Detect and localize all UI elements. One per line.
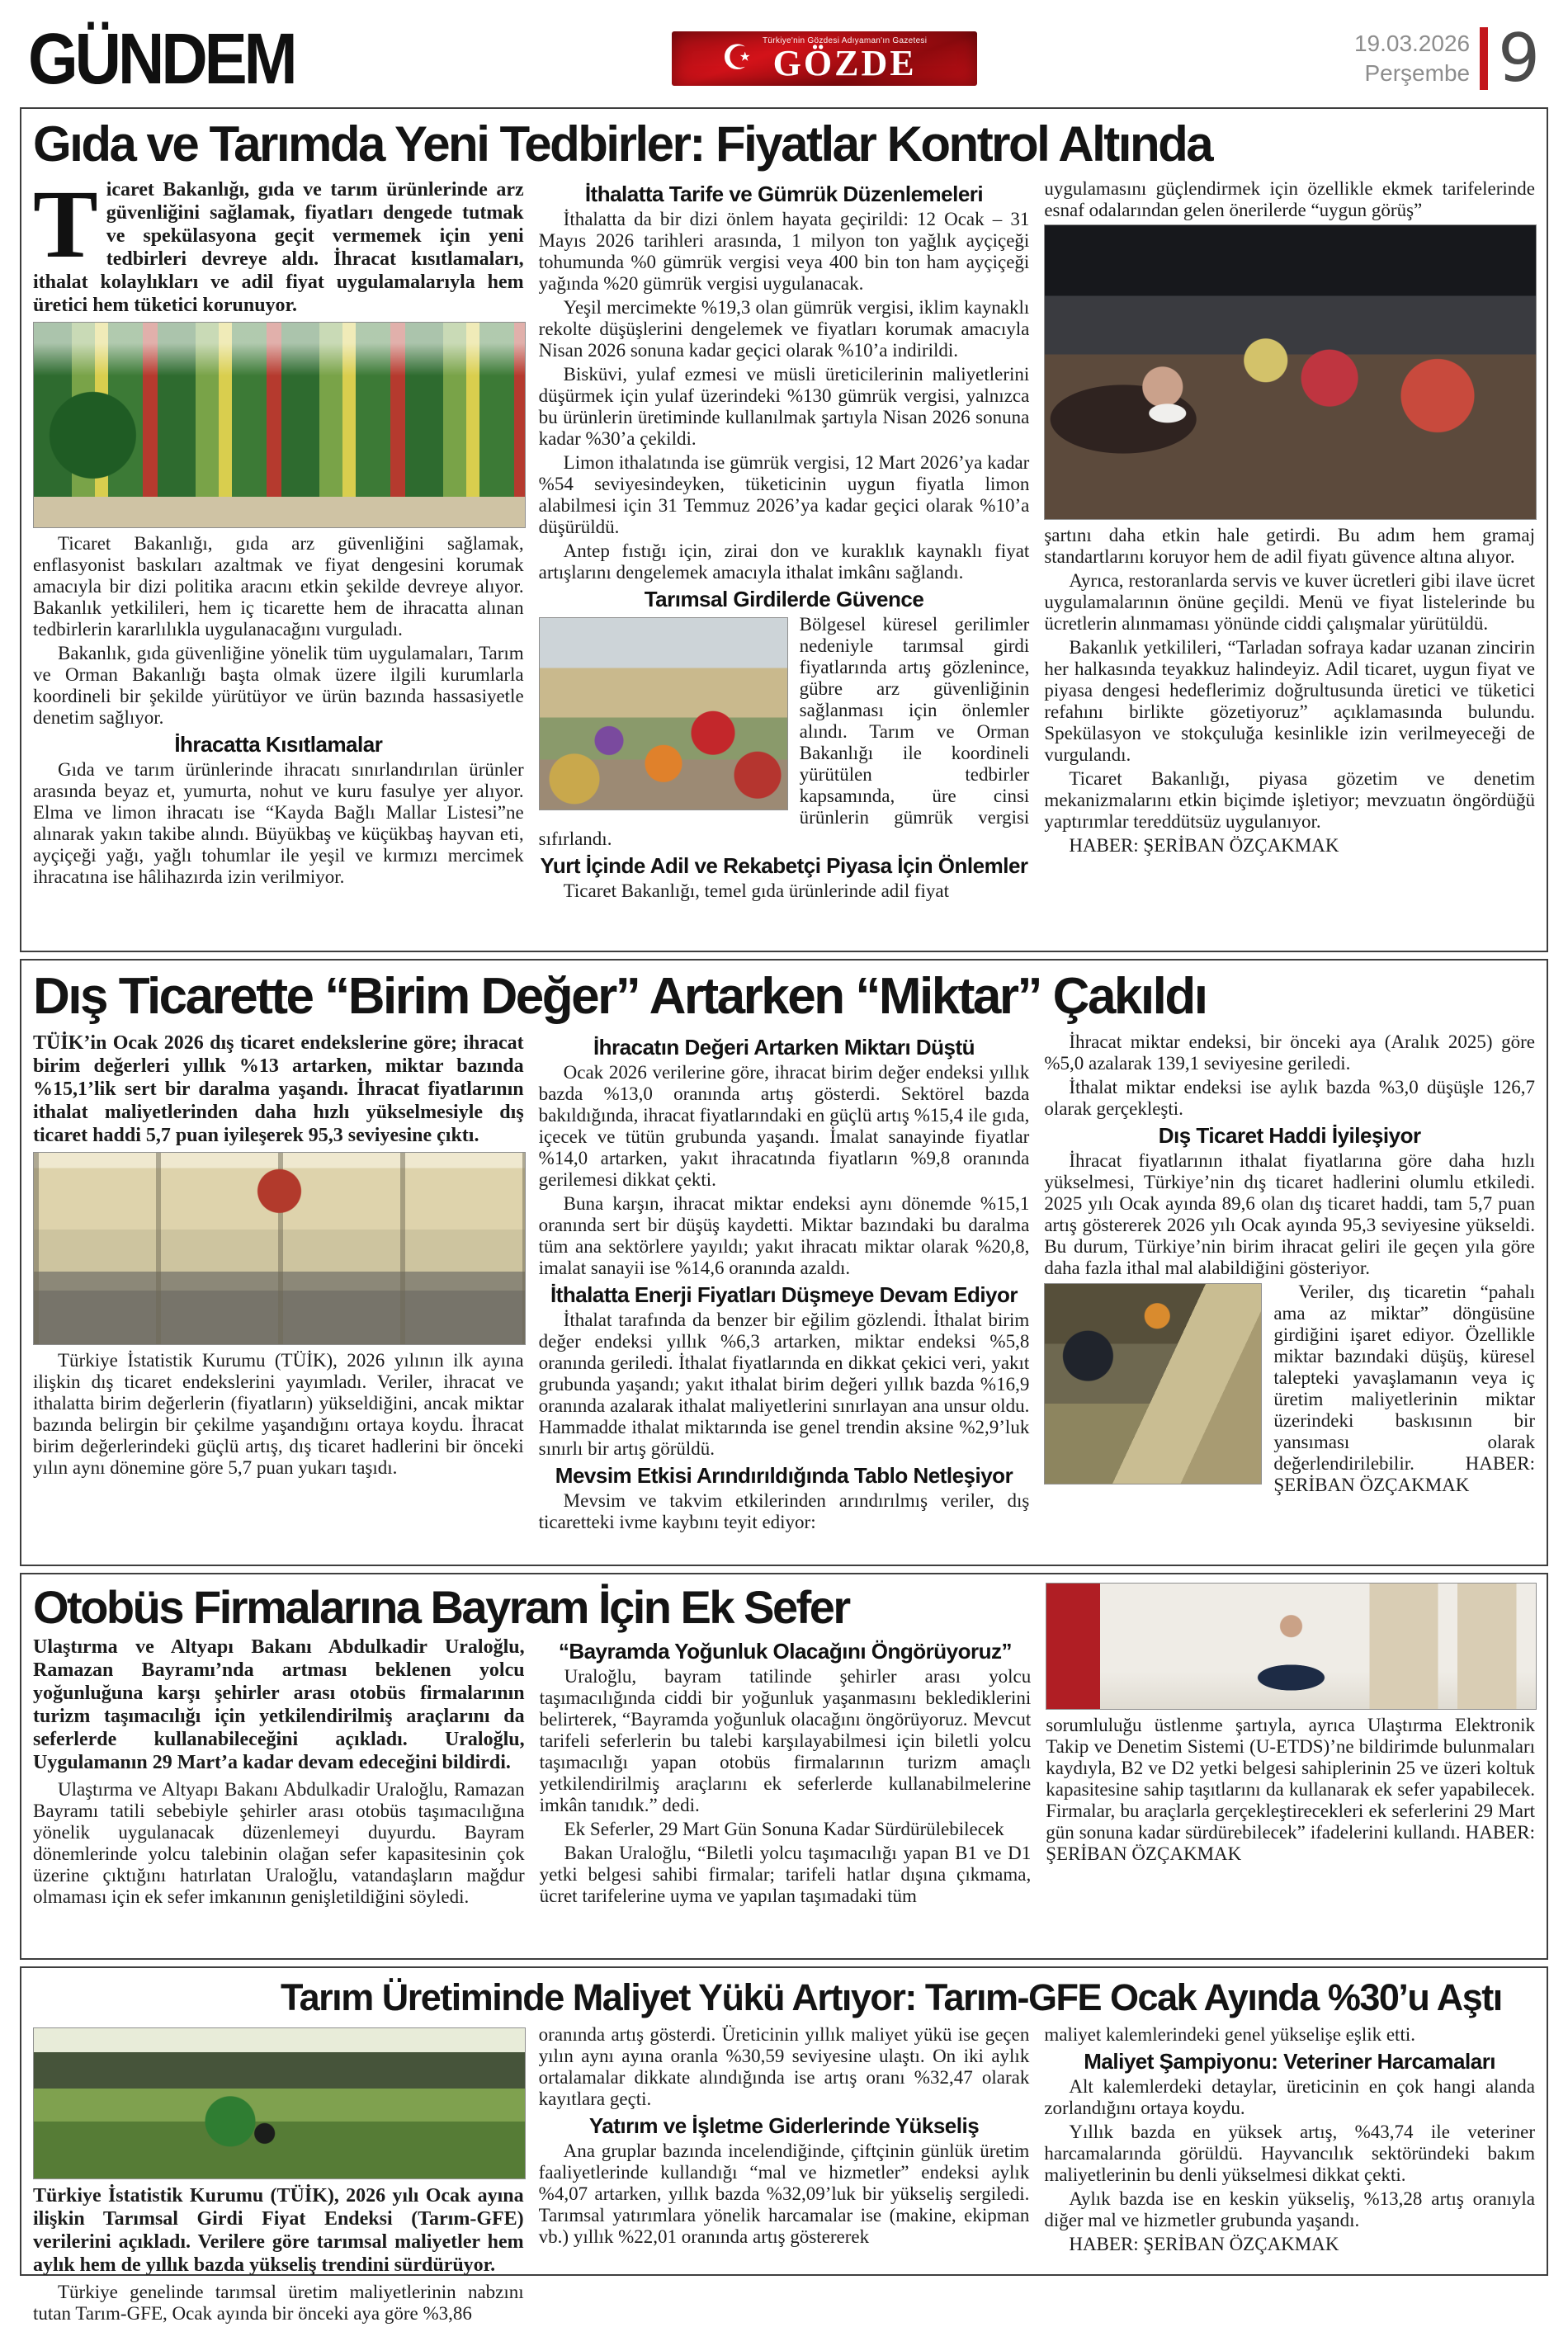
article-bus-extra-trips — [20, 1573, 1548, 1960]
paragraph: İthalat tarafında da benzer bir eğilim gözlendi. İthalat birim değer endeksi yıllık %6,3 artarken, miktar endeksi %5,8 oranında geriledi. İthalat fiyatlarında en dikkat çekici veri, yakıt grubunda yaşandı; yakıt ithalat birim değeri yıllık bazda %16,9 oranında azalarak ithalat maliyetlerini sınırlayan ana unsur oldu. Hammadde ithalat miktarında ise genel trendin aksine %2,9’luk sınırlı bir artış görüldü. — [538, 1310, 1030, 1459]
photo-woman-shopping-produce — [1044, 224, 1537, 520]
paragraph: şartını daha etkin hale getirdi. Bu adım hem gramaj standartlarını koruyor hem de adil fiyatı güvence altına alıyor. — [1044, 525, 1535, 567]
paragraph: sorumluluğu üstlenme şartıyla, ayrıca Ulaştırma Elektronik Takip ve Denetim Sistemi (U-ETDS)’ne bildirimde bulunmaları kaydıyla, B2 ve D2 yetki belgesi sahiplerinin 25 ve üzeri koltuk kapasitesine sahip taşıtlarını da kullanarak ek sefer yapabilecek. Firmalar, bu araçlarla gerçekleştirecekleri ek seferlerini 29 Mart gün sonuna kadar sürdürebilecek” ifadelerini kullandı. HABER: ŞERİBAN ÖZÇAKMAK — [1046, 1715, 1535, 1864]
section-title: GÜNDEM — [28, 17, 295, 100]
subhead-yatirim-isletme-giderleri: Yatırım ve İşletme Giderlerinde Yükseliş — [588, 2113, 980, 2138]
paragraph: Uraloğlu, bayram tatilinde şehirler arası yolcu taşımacılığında ciddi bir yoğunluk yaşanmasını beklediklerini belirterek, “Bayramda yoğunluk olacağını öngörüyoruz. Mevcut tarifeli seferlerin bu talebi karşılayabilmesi için biletli yolcu taşımacılığı yapan otobüs firmalarının turizm amaçlı yetkilendirilmiş araçlarını ek seferlerde kullanabilmelerine imkân tanıdık.” dedi. — [539, 1666, 1032, 1815]
photo-supermarket-shelves — [33, 322, 526, 528]
article2-columns — [33, 1031, 1535, 1536]
article2-lead: TÜİK’in Ocak 2026 dış ticaret endekslerine göre; ihracat birim değerleri yıllık %13 artarken, miktar bazında %15,1’lik sert bir daralma yaşandı. İhracat fiyatlarının ithalat maliyetlerinden daha hızlı yükselmesiyle dış ticaret haddi 5,7 puan iyileşerek 95,3 seviyesine çıktı. — [33, 1032, 524, 1146]
date-page-block — [1353, 20, 1540, 97]
paragraph: Yıllık bazda en yüksek artış, %43,74 ile veteriner harcamalarında görüldü. Hayvancılık sektöründeki bakım maliyetlerinin bu denli yükselmesi dikkat çekti. — [1044, 2122, 1535, 2185]
subhead-mevsim-etkisi: Mevsim Etkisi Arındırıldığında Tablo Netleşiyor — [555, 1463, 1013, 1488]
paragraph: İthalat miktar endeksi ise aylık bazda %3,0 düşüşle 126,7 olarak gerçekleşti. — [1044, 1077, 1535, 1119]
article1-col3 — [1044, 178, 1535, 904]
article3-col1 — [33, 1636, 525, 1910]
newspaper-logo — [672, 31, 977, 86]
subhead-tarimsal-girdilerde-guvence: Tarımsal Girdilerde Güvence — [644, 587, 924, 611]
subhead-maliyet-sampiyonu: Maliyet Şampiyonu: Veteriner Harcamaları — [1084, 2049, 1496, 2074]
article3-columns — [33, 1636, 1031, 1910]
article1-col1 — [33, 170, 524, 904]
subhead-ihracat-deger-miktar: İhracatın Değeri Artarken Miktarı Düştü — [593, 1035, 975, 1060]
paragraph: maliyet kalemlerindeki genel yükselişe eşlik etti. — [1044, 2024, 1415, 2045]
page-number-divider — [1480, 27, 1488, 90]
paragraph: Ek Seferler, 29 Mart Gün Sonuna Kadar Sürdürülebilecek — [564, 1819, 1004, 1839]
dropcap-letter: T — [33, 170, 98, 278]
paragraph: Ticaret Bakanlığı, gıda arz güvenliğini sağlamak, enflasyonist baskıları azaltmak ve fiyat dengesini korumak amacıyla bir dizi politika aracını etkin şekilde devreye alıyor. Bakanlık yetkilileri, hem iç ticarette hem de ihracatta alınan tedbirlerin kararlılıkla uygulanacağını vurguladı. — [33, 533, 524, 640]
article2-col1 — [33, 1031, 524, 1536]
photo-tractor-in-field — [33, 2027, 526, 2179]
article4-col1 — [33, 2024, 524, 2327]
paragraph: Bisküvi, yulaf ezmesi ve müsli üreticilerinin maliyetlerini düşürmek için yulaf üzerindeki %130 gümrük vergisi, yalnızca bu ürünlerin üretiminde kullanılmak şartıyla Nisan 2026 sonuna kadar %30’a çekildi. — [538, 364, 1030, 449]
article3-col2 — [540, 1636, 1032, 1910]
article4-col2 — [539, 2024, 1030, 2327]
article2-col3 — [1044, 1031, 1535, 1536]
article-agriculture-input-costs — [20, 1966, 1548, 2324]
article3-layout — [33, 1583, 1535, 1910]
issue-date: 19.03.2026 — [1353, 30, 1471, 56]
paragraph: Ayrıca, restoranlarda servis ve kuver ücretleri gibi ilave ücret uygulamalarının önüne geçildi. Menü ve fiyat listelerinde bu ücretlerin alınmaması yönünde ciddi çalışmalar yürütüldü. — [1044, 570, 1535, 634]
issue-weekday: Perşembe — [1364, 60, 1471, 86]
article2-col2 — [539, 1031, 1030, 1536]
paragraph: İhracat miktar endeksi, bir önceki aya (Aralık 2025) göre %5,0 azalarak 139,1 seviyesine geriledi. — [1044, 1031, 1535, 1074]
paragraph: Antep fıstığı için, zirai don ve kuraklık kaynaklı fiyat artışlarını dengelemek amacıyla ithalat imkânı sağlandı. — [538, 540, 1030, 583]
article4-headline: Tarım Üretiminde Maliyet Yükü Artıyor: Tarım-GFE Ocak Ayında %30’u Aştı — [281, 1976, 1502, 2018]
photo-minister-with-flags — [1046, 1583, 1537, 1710]
article4-columns — [33, 2024, 1535, 2327]
article3-col3 — [1046, 1583, 1535, 1910]
article1-columns — [33, 170, 1535, 904]
photo-industrial-hall — [33, 1152, 526, 1345]
subhead-bayramda-yogunluk: “Bayramda Yoğunluk Olacağını Öngörüyoruz” — [558, 1639, 1013, 1664]
article1-lead-text: icaret Bakanlığı, gıda ve tarım ürünlerinde arz güvenliğini sağlamak, fiyatları dengede tutmak ve spekülasyona geçit vermemek için yeni tedbirleri devreye aldı. İhracat kısıtlamaları, ithalat kolaylıkları ve adil fiyat uygulamalarıyla hem üretici hem tüketici korunuyor. — [33, 179, 524, 316]
article4-lead: Türkiye İstatistik Kurumu (TÜİK), 2026 yılı Ocak ayına ilişkin Tarımsal Girdi Fiyat Endeksi (Tarım-GFE) verilerini açıkladı. Verilere göre tarımsal maliyetler hem aylık hem de yıllık bazda yükseliş trendini sürdürüyor. — [33, 2185, 524, 2276]
subhead-ihracatta-kisitlamalar: İhracatta Kısıtlamalar — [174, 732, 383, 757]
article1-col2 — [539, 178, 1030, 904]
article3-headline: Otobüs Firmalarına Bayram İçin Ek Sefer — [33, 1581, 849, 1633]
article-food-agriculture-measures — [20, 107, 1548, 952]
paragraph: Mevsim ve takvim etkilerinden arındırılmış veriler, dış ticaretteki ivme kaybını teyit ediyor: — [538, 1490, 1030, 1532]
newspaper-tagline: Türkiye'nin Gözdesi Adıyaman'ın Gazetesi — [763, 35, 928, 45]
paragraph: Türkiye İstatistik Kurumu (TÜİK), 2026 yılının ilk ayına ilişkin dış ticaret endekslerini yayımladı. Veriler, ihracat ve ithalatta birim değerlerin (fiyatların) yükseldiğini, ancak miktar bazında belirgin bir çekilme yaşandığını ortaya koydu. İhracat birim değerlerindeki güçlü artış, dış ticaret hadlerini bir önceki yılın aynı dönemine göre 5,7 puan yukarı taşıdı. — [33, 1350, 524, 1478]
subhead-adil-rekabetci-piyasa: Yurt İçinde Adil ve Rekabetçi Piyasa İçin Önlemler — [540, 853, 1028, 878]
paragraph: Aylık bazda ise en keskin yükseliş, %13,28 artış oranıyla diğer mal ve hizmetler grubunda yaşandı. — [1044, 2188, 1535, 2230]
paragraph: Alt kalemlerdeki detaylar, üreticinin en çok hangi alanda zorlandığını ortaya koydu. — [1044, 2076, 1535, 2118]
logo-text-block — [763, 36, 927, 82]
paragraph: Buna karşın, ihracat miktar endeksi aynı dönemde %15,1 oranında sert bir düşüş kaydetti. Miktar bazındaki bu daralma tüm ana sektörlere yayıldı; yakıt ihracatı miktar olarak %20,8, imalat sanayii ise %14,6 oranında azaldı. — [538, 1193, 1030, 1278]
paragraph: Bakanlık yetkilileri, “Tarladan sofraya kadar uzanan zincirin her halkasında teyakkuz halindeyiz. Adil ticaret, uygun fiyat ve piyasa dengesi hedeflerimiz doğrultusunda üretici ve tüketici refahını birlikte gözetiyoruz” açıklamasında bulundu. Spekülasyon ve stokçuluğa kesinlikle izin verilmeyeceği de vurgulandı. — [1044, 637, 1535, 765]
article3-left-block — [33, 1583, 1031, 1910]
article2-headline: Dış Ticarette “Birim Değer” Artarken “Miktar” Çakıldı — [33, 968, 1207, 1025]
paragraph: Türkiye genelinde tarımsal üretim maliyetlerinin nabzını tutan Tarım-GFE, Ocak ayında bir önceki aya göre %3,86 — [33, 2282, 524, 2324]
issue-date-block — [1354, 29, 1470, 89]
paragraph: oranında artış gösterdi. Üreticinin yıllık maliyet yükü ise geçen yılın aynı ayına oranla %30,59 seviyesine ulaştı. On iki aylık ortalamalar dikkate alındığında ise artış oranı %32,47 olarak kayıtlara geçti. — [538, 2024, 1030, 2109]
paragraph: Ticaret Bakanlığı, temel gıda ürünlerinde adil fiyat — [563, 880, 949, 901]
subhead-dis-ticaret-haddi: Dış Ticaret Haddi İyileşiyor — [1158, 1123, 1421, 1148]
photo-produce-market — [539, 617, 788, 810]
paragraph: Bakanlık, gıda güvenliğine yönelik tüm uygulamaları, Tarım ve Orman Bakanlığı başta olmak üzere ilgili kurumlarla koordineli bir şekilde yürütüyor ve ürün bazında hassasiyetle denetim sağlıyor. — [33, 643, 524, 728]
article4-byline: HABER: ŞERİBAN ÖZÇAKMAK — [1069, 2234, 1339, 2254]
article4-col3 — [1044, 2024, 1535, 2327]
paragraph: Ticaret Bakanlığı, piyasa gözetim ve denetim mekanizmalarını etkin biçimde işletiyor; mevzuatın öngördüğü yaptırımlar tereddütsüz uygulanıyor. — [1044, 768, 1535, 832]
page-number: 9 — [1498, 20, 1540, 97]
paragraph: Ulaştırma ve Altyapı Bakanı Abdulkadir Uraloğlu, Ramazan Bayramı tatili sebebiyle şehirler arası otobüs taşımacılığına yönelik uygulanacak düzenlemeyi duyurdu. Bayram dönemlerinde yolcu talebinin olağan sefer kapasitesinin çok üzerine çıktığını hatırlatan Uraloğlu, vatandaşların mağdur olmaması için ek sefer imkanının genişletildiğini söyledi. — [33, 1779, 525, 1907]
paragraph: İhracat fiyatlarının ithalat fiyatlarına göre daha hızlı yükselmesi, Türkiye’nin dış ticaret hadlerini olumlu etkiledi. 2025 yılı Ocak ayında 89,6 olan dış ticaret haddi, tam 5,7 puan artış göstererek 2026 yılı Ocak ayında 95,3 seviyesine yükseldi. Bu durum, Türkiye’nin birim ihracat geliri ile geçen yıla göre daha fazla ithal mal alabildiğini gösteriyor. — [1044, 1150, 1535, 1278]
paragraph: Bakan Uraloğlu, “Biletli yolcu taşımacılığı yapan B1 ve D1 yetki belgesi sahibi firmalar; tarifeli hatlar dışına çıkmama, ücret tarifelerine uyma ve yapılan taşımadaki tüm — [539, 1843, 1032, 1906]
paragraph: uygulamasını güçlendirmek için özellikle ekmek tarifelerinde esnaf odalarından gelen önerilerde “uygun görüş” — [1044, 178, 1535, 220]
paragraph: Limon ithalatında ise gümrük vergisi, 12 Mart 2026’ya kadar %54 seviyesindeyken, tüketicinin uygun fiyatla limon alabilmesi için 31 Temmuz 2026’ya kadar geçici olarak %10’a düşürüldü. — [538, 452, 1030, 537]
paragraph: Yeşil mercimekte %19,3 olan gümrük vergisi, iklim kaynaklı rekolte düşüşlerini dengelemek ve fiyatları korumak amacıyla Nisan 2026 sonuna kadar geçici olarak %10’a indirildi. — [538, 297, 1030, 361]
article1-headline: Gıda ve Tarımda Yeni Tedbirler: Fiyatlar Kontrol Altında — [33, 116, 1212, 172]
paragraph: İthalatta da bir dizi önlem hayata geçirildi: 12 Ocak – 31 Mayıs 2026 tarihleri arasında, 1 milyon ton yağlık ayçiçeği tohumunda %0 gümrük vergisi veya 400 bin ton ham ayçiçeği yağında %20 gümrük vergisi uygulanacak. — [538, 209, 1030, 294]
paragraph: Ocak 2026 verilerine göre, ihracat birim değer endeksi yıllık bazda %13,0 oranında artış gösterdi. Sektörel bazda bakıldığında, ihracat fiyatlarındaki en güçlü artış %15,4 ile gıda, içecek ve tütün grubunda yaşandı. İmalat sanayinde fiyatlar %14,0 artarken, yakıt ihracatında fiyatların %9,8 oranında gerilemesi dikkat çekti. — [538, 1062, 1030, 1190]
masthead — [20, 10, 1548, 107]
article1-lead — [33, 170, 524, 317]
subhead-ithalatta-enerji: İthalatta Enerji Fiyatları Düşmeye Devam Ediyor — [550, 1282, 1018, 1307]
paragraph: Ana gruplar bazında incelendiğinde, çiftçinin günlük üretim faaliyetlerinde kullandığı “mal ve hizmetler” endeksi aylık %4,07 artarken, yıllık bazda %32,09’luk bir yükseliş sergiledi. Tarımsal yatırımlara yönelik harcamalar ise (makine, ekipman vb.) yıllık %22,01 oranında artış göstererek — [538, 2141, 1030, 2247]
article3-lead: Ulaştırma ve Altyapı Bakanı Abdulkadir Uraloğlu, Ramazan Bayramı’nda artması beklenen yolcu yoğunluğuna karşı şehirler arası otobüs firmalarının turizm taşımacılığı için yetkilendirilmiş araçlarını da seferlerde kullanabileceğini açıkladı. Uraloğlu, Uygulamanın 29 Mart’a kadar devam edeceğini bildirdi. — [33, 1636, 525, 1773]
article1-byline: HABER: ŞERİBAN ÖZÇAKMAK — [1069, 835, 1339, 856]
paragraph: Gıda ve tarım ürünlerinde ihracatı sınırlandırılan ürünler arasında beyaz et, yumurta, nohut ve kuru fasulye yer alıyor. Elma ve limon ihracatı ise “Kayda Bağlı Mallar Listesi”ne alınarak yakın takibe alındı. Büyükbaş ve küçükbaş hayvan eti, ayçiçeği yağı, yağlı tohumlar ile yeşil ve kırmızı mercimek ihracatına ise hâlihazırda izin verilmiyor. — [33, 759, 524, 887]
photo-cnc-workshop-worker — [1044, 1283, 1262, 1484]
star-crescent-icon: ☪ — [721, 40, 753, 78]
newspaper-name: GÖZDE — [772, 42, 917, 83]
subhead-ithalatta-tarife: İthalatta Tarife ve Gümrük Düzenlemeleri — [584, 182, 984, 206]
paragraph: Bölgesel küresel gerilimler nedeniyle tarımsal girdi fiyatlarında artış gözlenince, gübre arz güvenliğinin sağlanması için önlemler alındı. Tarım ve Orman Bakanlığı ile koordineli yürütülen tedbirler kapsamında, üre cinsi ürünlerin gümrük vergisi sıfırlandı. — [538, 614, 1030, 849]
paragraph: Veriler, dış ticaretin “pahalı ama az miktar” döngüsüne girdiğini işaret ediyor. Özellikle miktar bazındaki düşüş, küresel talepteki yavaşlamanın veya iç üretim maliyetlerinin miktar üzerindeki baskısının bir yansıması olarak değerlendirilebilir. HABER: ŞERİBAN ÖZÇAKMAK — [1273, 1282, 1535, 1495]
article-foreign-trade-indexes — [20, 959, 1548, 1566]
